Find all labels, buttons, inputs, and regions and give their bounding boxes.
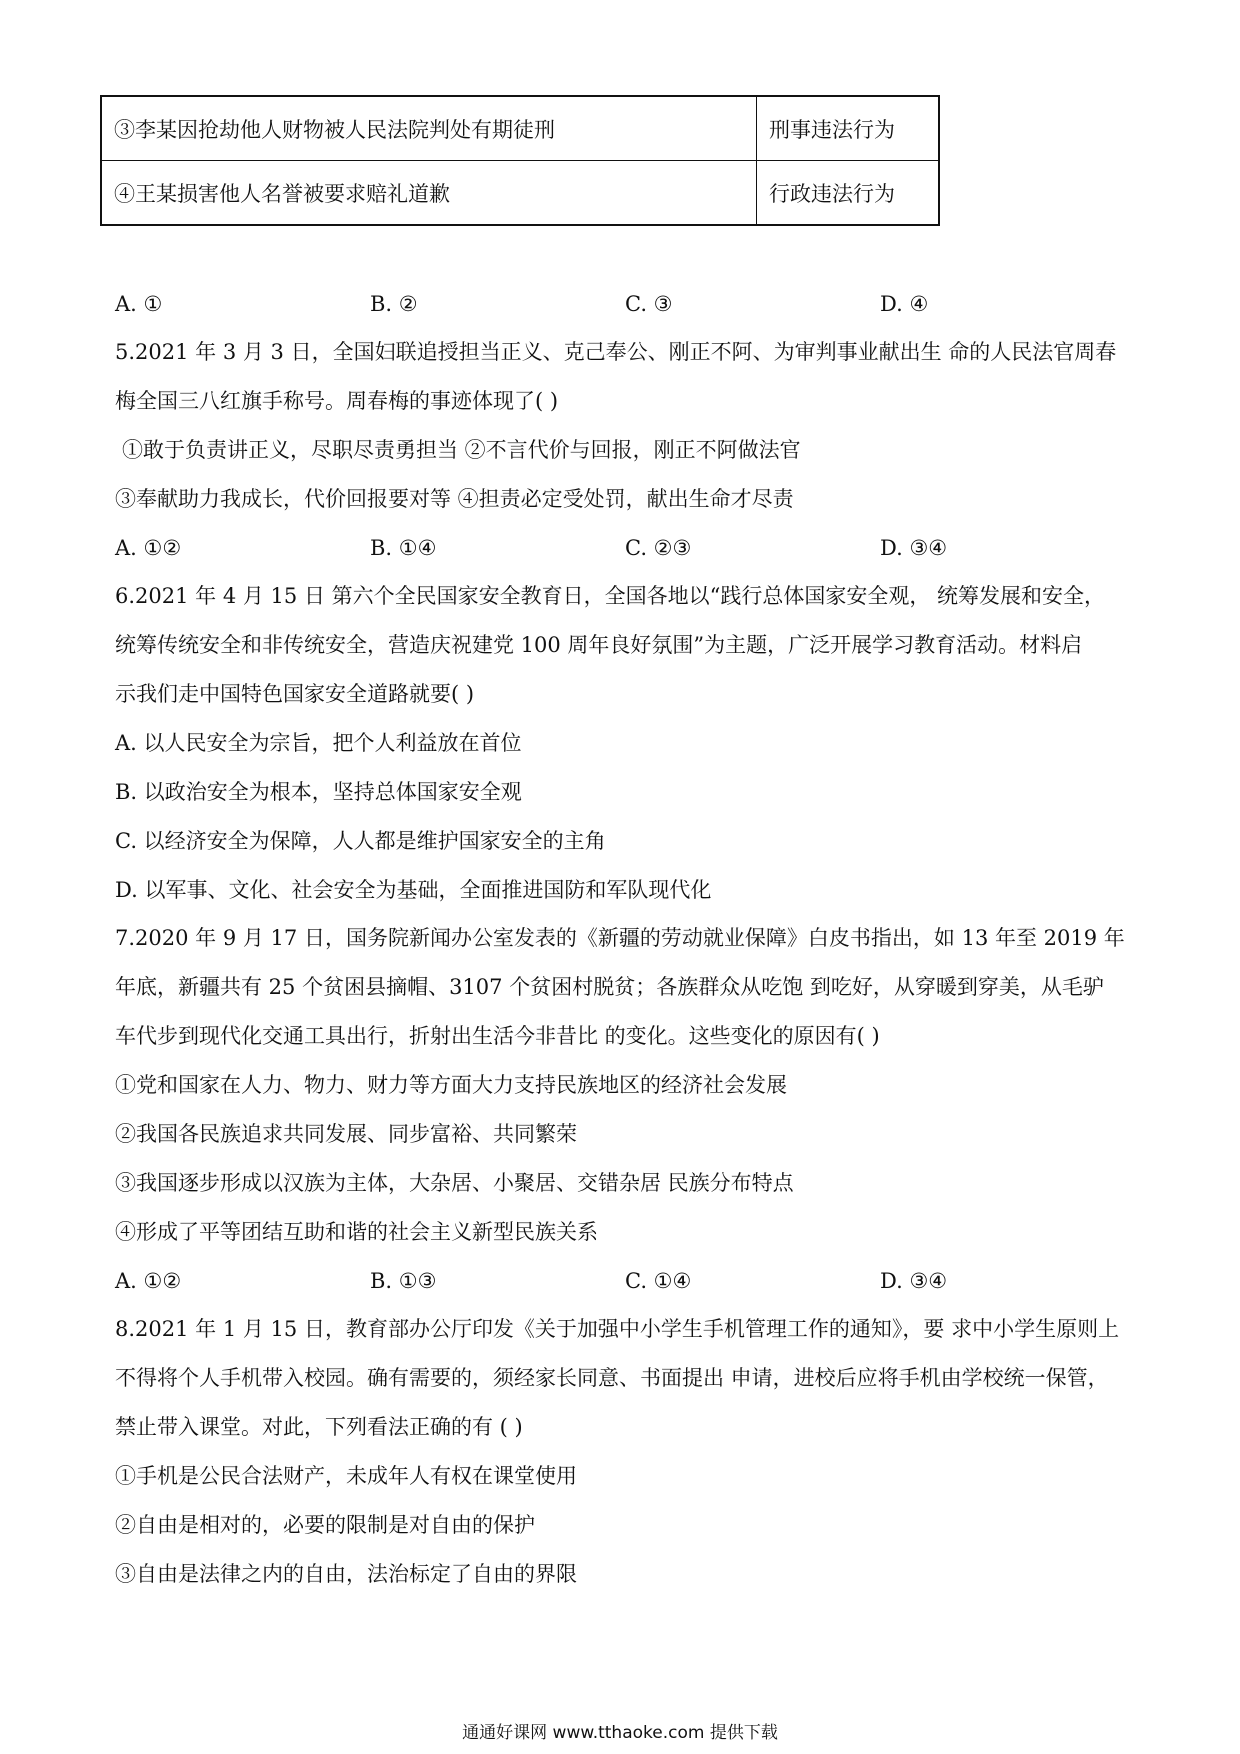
q6-line: 示我们走中国特色国家安全道路就要( ) <box>115 682 475 706</box>
q7-option-a: A. ①② <box>115 1269 182 1293</box>
q7-line: ④形成了平等团结互助和谐的社会主义新型民族关系 <box>115 1220 598 1244</box>
type-cell: 行政违法行为 <box>757 161 940 226</box>
q5-line: 5.2021 年 3 月 3 日，全国妇联追授担当正义、克己奉公、刚正不阿、为审判事业献出生 命的人民法官周春 <box>115 340 1117 364</box>
q7-option-c: C. ①④ <box>625 1269 692 1293</box>
q7-line: 7.2020 年 9 月 17 日，国务院新闻办公室发表的《新疆的劳动就业保障》白皮书指出，如 13 年至 2019 年 <box>115 926 1125 950</box>
q5-option-b: B. ①④ <box>370 536 437 560</box>
case-cell: ④王某损害他人名誉被要求赔礼道歉 <box>101 161 757 226</box>
q7-line: 车代步到现代化交通工具出行，折射出生活今非昔比 的变化。这些变化的原因有( ) <box>115 1024 880 1048</box>
q7-line: ①党和国家在人力、物力、财力等方面大力支持民族地区的经济社会发展 <box>115 1073 787 1097</box>
q5-option-c: C. ②③ <box>625 536 692 560</box>
q4-option-a: A. ① <box>115 292 163 316</box>
type-cell: 刑事违法行为 <box>757 96 940 161</box>
q5-option-d: D. ③④ <box>880 536 948 560</box>
footer-watermark-text: 通通好课网 www.tthaoke.com 提供下载 <box>462 1723 778 1743</box>
q7-option-b: B. ①③ <box>370 1269 437 1293</box>
q7-option-d: D. ③④ <box>880 1269 948 1293</box>
q8-line: 不得将个人手机带入校园。确有需要的，须经家长同意、书面提出 申请，进校后应将手机由学校统一保管， <box>115 1366 1109 1390</box>
q4-option-d: D. ④ <box>880 292 929 316</box>
q7-line: 年底，新疆共有 25 个贫困县摘帽、3107 个贫困村脱贫；各族群众从吃饱 到吃好，从穿暖到穿美，从毛驴 <box>115 975 1104 999</box>
q8-line: 禁止带入课堂。对此，下列看法正确的有 ( ) <box>115 1415 523 1439</box>
table-row <box>101 161 939 226</box>
q4-option-c: C. ③ <box>625 292 673 316</box>
q6-line: 统筹传统安全和非传统安全，营造庆祝建党 100 周年良好氛围”为主题，广泛开展学习教育活动。材料启 <box>115 633 1083 657</box>
q6-option-d: D. 以军事、文化、社会安全为基础，全面推进国防和军队现代化 <box>115 878 712 902</box>
q6-line: 6.2021 年 4 月 15 日 第六个全民国家安全教育日，全国各地以“践行总体国家安全观， 统筹发展和安全， <box>115 584 1106 608</box>
table-row <box>101 96 939 161</box>
q6-option-b: B. 以政治安全为根本，坚持总体国家安全观 <box>115 780 522 804</box>
q6-option-c: C. 以经济安全为保障，人人都是维护国家安全的主角 <box>115 829 606 853</box>
q5-line: ③奉献助力我成长，代价回报要对等 ④担责必定受处罚，献出生命才尽责 <box>115 487 794 511</box>
q5-line: 梅全国三八红旗手称号。周春梅的事迹体现了( ) <box>115 389 559 413</box>
q7-line: ③我国逐步形成以汉族为主体，大杂居、小聚居、交错杂居 民族分布特点 <box>115 1171 794 1195</box>
q8-line: ②自由是相对的，必要的限制是对自由的保护 <box>115 1513 535 1537</box>
case-cell: ③李某因抢劫他人财物被人民法院判处有期徒刑 <box>101 96 757 161</box>
q8-line: 8.2021 年 1 月 15 日，教育部办公厅印发《关于加强中小学生手机管理工作的通知》，要 求中小学生原则上 <box>115 1317 1120 1341</box>
q5-option-a: A. ①② <box>115 536 182 560</box>
q4-option-b: B. ② <box>370 292 418 316</box>
law-case-table <box>100 95 940 226</box>
q8-line: ①手机是公民合法财产，未成年人有权在课堂使用 <box>115 1464 577 1488</box>
q6-option-a: A. 以人民安全为宗旨，把个人利益放在首位 <box>115 731 522 755</box>
q8-line: ③自由是法律之内的自由，法治标定了自由的界限 <box>115 1562 577 1586</box>
q5-line: ①敢于负责讲正义，尽职尽责勇担当 ②不言代价与回报，刚正不阿做法官 <box>122 438 801 462</box>
q7-line: ②我国各民族追求共同发展、同步富裕、共同繁荣 <box>115 1122 577 1146</box>
